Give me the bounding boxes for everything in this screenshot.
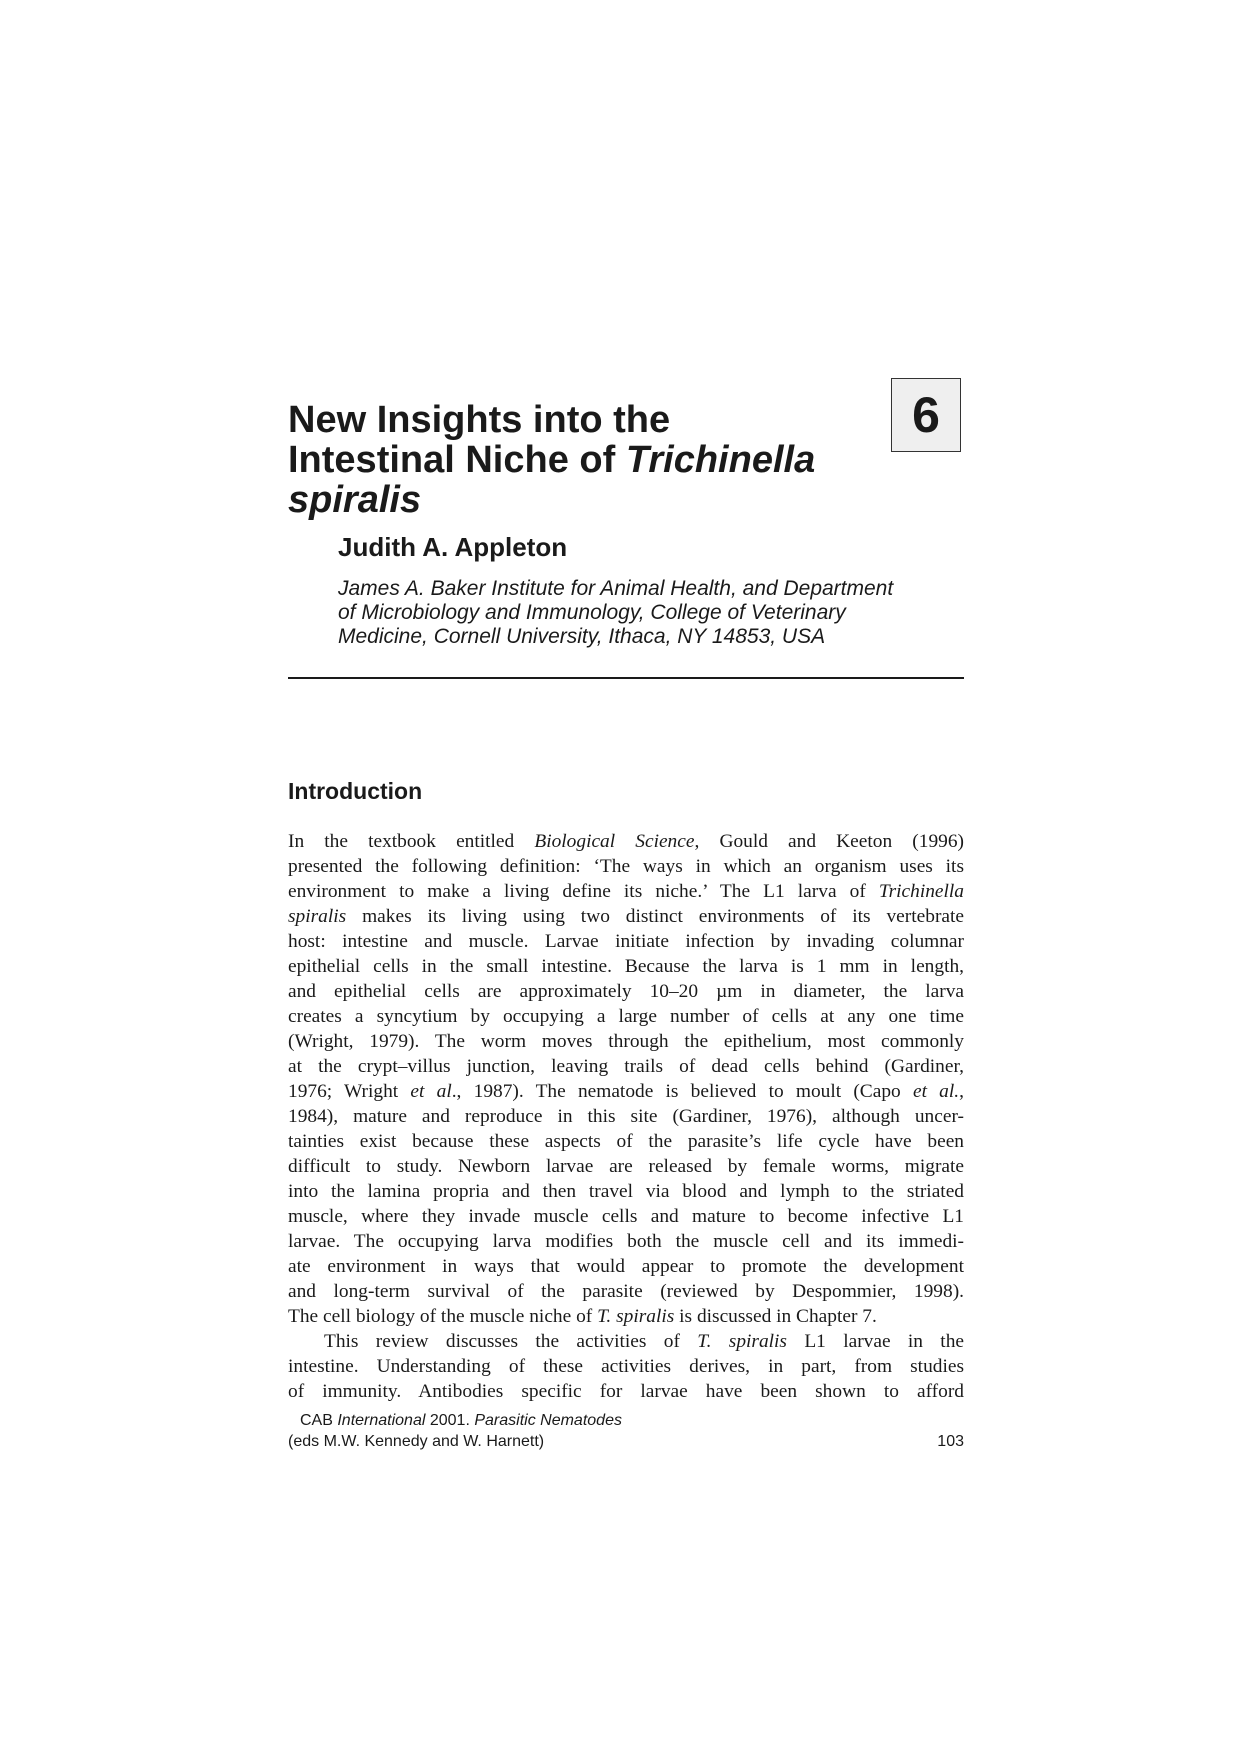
chapter-number: 6 [912, 387, 940, 443]
body-line [288, 1229, 964, 1254]
italic-run: T. spiralis [597, 1306, 675, 1327]
affiliation-line-1: James A. Baker Institute for Animal Health, and Department [338, 577, 894, 600]
chapter-number-box [891, 378, 961, 452]
title-line-2 [288, 440, 848, 480]
text-run: , Gould and Keeton (1996) [694, 831, 964, 852]
footer-book-title: Parasitic Nematodes [474, 1412, 622, 1429]
italic-run: et al. [912, 1081, 960, 1102]
page-footer [288, 1410, 964, 1452]
text-run: intestine. Understanding of these activities derives, in part, from studies [288, 1356, 964, 1377]
text-run: presented the following definition: ‘The ways in which an organism uses its [288, 856, 964, 877]
italic-run: spiralis [288, 906, 347, 927]
text-run: creates a syncytium by occupying a large number of cells at any one time [288, 1006, 964, 1027]
text-run: is discussed in Chapter 7. [674, 1306, 877, 1327]
footer-year: 2001. [425, 1412, 475, 1429]
text-run: and long-term survival of the parasite (reviewed by Despommier, 1998). [288, 1281, 964, 1302]
body-line [288, 1379, 964, 1404]
body-line [288, 954, 964, 979]
text-run: environment to make a living define its niche.’ The L1 larva of [288, 881, 879, 902]
footer-publisher-italic: International [337, 1412, 426, 1429]
text-run: at the crypt–villus junction, leaving trails of dead cells behind (Gardiner, [288, 1056, 964, 1077]
text-run: (Wright, 1979). The worm moves through the epithelium, most commonly [288, 1031, 964, 1052]
body-line [288, 1104, 964, 1129]
text-run: In the textbook entitled [288, 831, 535, 852]
text-run: into the lamina propria and then travel via blood and lymph to the striated [288, 1181, 964, 1202]
body-line [288, 1054, 964, 1079]
body-line [288, 1329, 964, 1354]
text-run: of immunity. Antibodies specific for larvae have been shown to afford [288, 1381, 964, 1402]
text-run: and epithelial cells are approximately 10–20 µm in diameter, the larva [288, 981, 964, 1002]
title-line-2-italic: Trichinella [625, 439, 816, 481]
body-line [288, 929, 964, 954]
italic-run: Trichinella [878, 881, 964, 902]
body-line [288, 829, 964, 854]
page-number: 103 [937, 1433, 964, 1450]
title-line-3-italic: spiralis [288, 479, 422, 521]
text-run: 1984), mature and reproduce in this site (Gardiner, 1976), although uncer- [288, 1106, 964, 1127]
body-line [288, 1354, 964, 1379]
footer-publisher: CAB [300, 1412, 338, 1429]
affiliation-line-2: of Microbiology and Immunology, College of Veterinary [338, 601, 846, 624]
text-run: makes its living using two distinct environments of its vertebrate [346, 906, 964, 927]
text-run: This review discusses the activities of [324, 1331, 698, 1352]
page [288, 376, 964, 1452]
body-line [288, 1154, 964, 1179]
text-run: muscle, where they invade muscle cells and mature to become infective L1 [288, 1206, 964, 1227]
author-name: Judith A. Appleton [338, 532, 568, 562]
text-run: larvae. The occupying larva modifies both the muscle cell and its immedi- [288, 1231, 964, 1252]
section-heading: Introduction [288, 778, 423, 804]
body-paragraphs [288, 829, 964, 1404]
text-run: , [959, 1081, 964, 1102]
footer-citation [288, 1410, 964, 1431]
text-run: 1976; Wright [288, 1081, 411, 1102]
text-run: epithelial cells in the small intestine. Because the larva is 1 mm in length, [288, 956, 964, 977]
text-run: ate environment in ways that would appear to promote the development [288, 1256, 964, 1277]
text-run: difficult to study. Newborn larvae are released by female worms, migrate [288, 1156, 964, 1177]
body-line [288, 979, 964, 1004]
italic-run: et al [410, 1081, 452, 1102]
body-line [288, 854, 964, 879]
body-line [288, 1179, 964, 1204]
body-line [288, 1204, 964, 1229]
affiliation-line-3: Medicine, Cornell University, Ithaca, NY 14853, USA [338, 625, 826, 648]
header-divider [288, 677, 964, 679]
italic-run: T. spiralis [697, 1331, 787, 1352]
body-line [288, 879, 964, 904]
title-line-1: New Insights into the [288, 399, 671, 441]
text-run: ., 1987). The nematode is believed to moult (Capo [451, 1081, 913, 1102]
body-line [288, 1129, 964, 1154]
body-line [288, 1279, 964, 1304]
title-line-3 [288, 480, 848, 520]
author-affiliation [338, 577, 964, 649]
body-line [288, 1029, 964, 1054]
text-run: tainties exist because these aspects of the parasite’s life cycle have been [288, 1131, 964, 1152]
italic-run: Biological Science [534, 831, 695, 852]
body-line [288, 1254, 964, 1279]
chapter-title [288, 400, 848, 520]
body-line [288, 904, 964, 929]
title-line-2-plain: Intestinal Niche of [288, 439, 626, 481]
body-line [288, 1304, 964, 1329]
body-line [288, 1004, 964, 1029]
footer-editors: (eds M.W. Kennedy and W. Harnett) [288, 1433, 545, 1450]
text-run: L1 larvae in the [786, 1331, 964, 1352]
text-run: The cell biology of the muscle niche of [288, 1306, 598, 1327]
body-line [288, 1079, 964, 1104]
text-run: host: intestine and muscle. Larvae initiate infection by invading columnar [288, 931, 964, 952]
